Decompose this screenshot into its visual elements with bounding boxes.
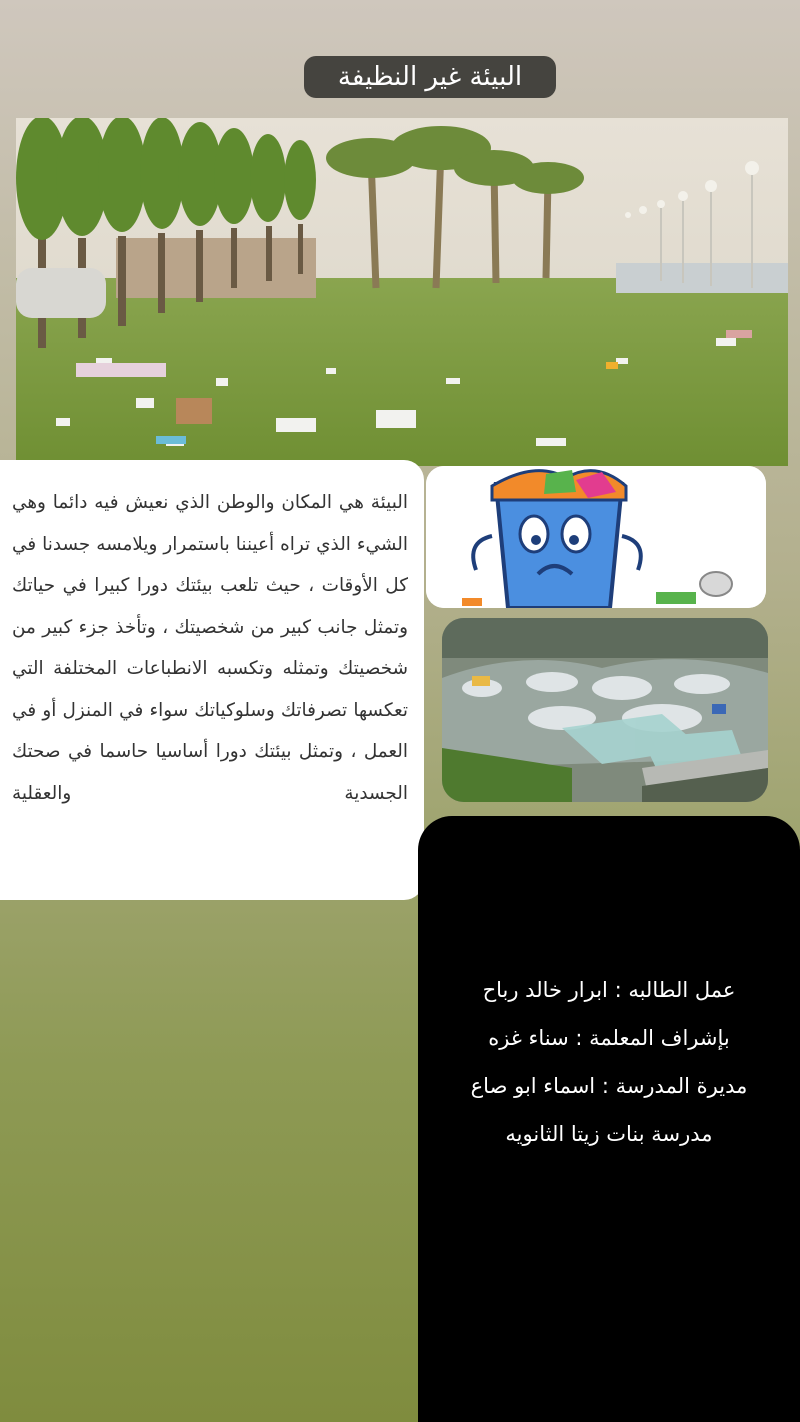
credit-school: مدرسة بنات زيتا الثانويه — [505, 1122, 713, 1146]
article-paragraph: البيئة هي المكان والوطن الذي نعيش فيه دائما وهي الشيء الذي تراه أعيننا باستمرار ويلامسه جسدنا في كل الأوقات ، حيث تلعب بيئتك دورا كبيرا في حياتك وتمثل جانب كبير من شخصيتك ، وتأخذ جزء كبير من شخصيتك وتمثله وتكسبه الانطباعات المختلفة التي تعكسها تصرفاتك وسلوكياتك سواء في المنزل أو في العمل ، وتمثل بيئتك دورا أساسيا حاسما في صحتك الجسدية والعقلية — [12, 492, 408, 804]
credit-teacher: بإشراف المعلمة : سناء غزه — [488, 1026, 730, 1050]
credit-principal: مديرة المدرسة : اسماء ابو صاع — [470, 1074, 748, 1098]
sad-trash-can-icon — [426, 466, 766, 608]
credit-student: عمل الطالبه : ابرار خالد رباح — [482, 978, 736, 1002]
credits-panel — [418, 816, 800, 1422]
article-card — [0, 460, 424, 900]
page-title: البيئة غير النظيفة — [304, 56, 556, 98]
garbage-pile-photo — [442, 618, 768, 802]
park-with-litter-photo — [16, 118, 788, 466]
